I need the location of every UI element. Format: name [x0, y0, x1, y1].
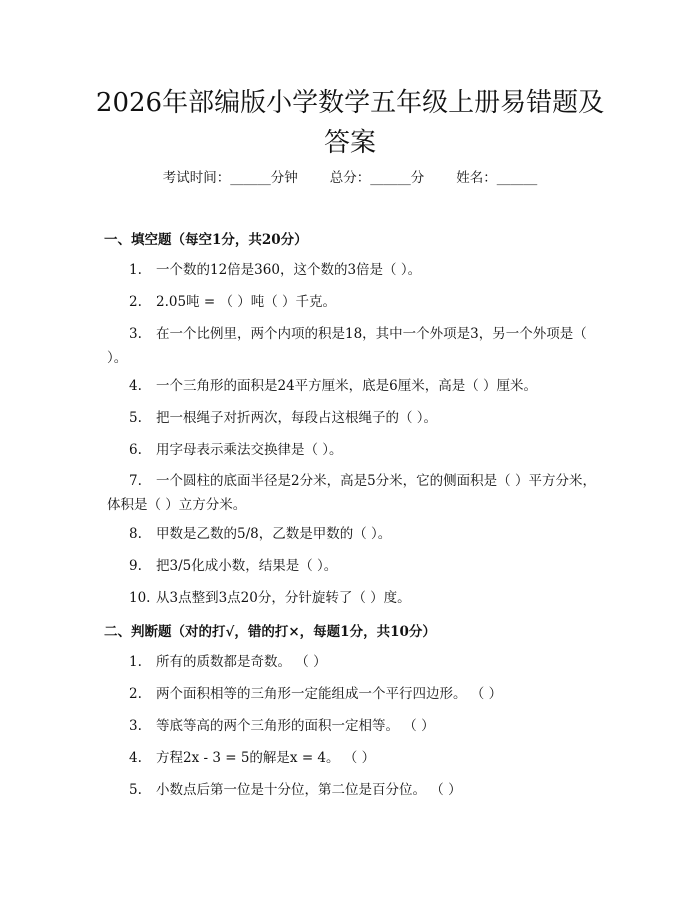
question-number: 7.	[129, 473, 142, 489]
question-item	[107, 682, 597, 706]
student-name: 姓名：______	[456, 170, 538, 186]
question-number: 2.	[129, 294, 142, 310]
question-number: 1.	[129, 262, 142, 278]
question-item	[107, 290, 597, 314]
question-number: 4.	[129, 750, 142, 766]
document-title: 2026年部编版小学数学五年级上册易错题及答案	[95, 88, 605, 158]
section-heading-true-false: 二、判断题（对的打√，错的打×，每题1分，共10分）	[104, 624, 436, 640]
question-text: 在一个比例里，两个内项的积是18，其中一个外项是3，另一个外项是（ ）。	[107, 326, 587, 366]
question-item	[107, 586, 597, 610]
question-text: 甲数是乙数的5/8，乙数是甲数的（ ）。	[156, 526, 392, 542]
question-number: 5.	[129, 410, 142, 426]
question-number: 5.	[129, 782, 142, 798]
exam-meta	[0, 168, 700, 188]
question-text: 等底等高的两个三角形的面积一定相等。 （ ）	[156, 718, 435, 734]
question-text: 从3点整到3点20分，分针旋转了（ ）度。	[156, 590, 411, 606]
question-item	[107, 469, 597, 517]
question-number: 4.	[129, 378, 142, 394]
question-text: 一个三角形的面积是24平方厘米，底是6厘米，高是（ ）厘米。	[156, 378, 538, 394]
question-text: 把一根绳子对折两次，每段占这根绳子的（ ）。	[156, 410, 438, 426]
exam-time: 考试时间：______分钟	[162, 170, 298, 186]
question-text: 两个面积相等的三角形一定能组成一个平行四边形。 （ ）	[156, 686, 503, 702]
question-text: 一个圆柱的底面半径是2分米，高是5分米，它的侧面积是（ ）平方分米，体积是（ ）立方分米。	[107, 473, 596, 513]
question-number: 8.	[129, 526, 142, 542]
exam-total-score: 总分：______分	[329, 170, 425, 186]
question-item	[107, 322, 597, 370]
question-item	[107, 778, 597, 802]
question-number: 1.	[129, 654, 142, 670]
question-item	[107, 714, 597, 738]
question-item	[107, 746, 597, 770]
question-item	[107, 650, 597, 674]
question-text: 方程2x - 3 = 5的解是x = 4。 （ ）	[156, 750, 376, 766]
question-text: 所有的质数都是奇数。 （ ）	[156, 654, 327, 670]
question-item	[107, 438, 597, 462]
question-number: 3.	[129, 326, 142, 342]
question-text: 把3/5化成小数，结果是（ ）。	[156, 558, 338, 574]
question-number: 3.	[129, 718, 142, 734]
question-item	[107, 258, 597, 282]
question-number: 6.	[129, 442, 142, 458]
question-number: 9.	[129, 558, 142, 574]
question-item	[107, 406, 597, 430]
question-text: 用字母表示乘法交换律是（ ）。	[156, 442, 343, 458]
question-text: 一个数的12倍是360，这个数的3倍是（ ）。	[156, 262, 422, 278]
question-number: 10.	[129, 590, 151, 606]
question-item	[107, 554, 597, 578]
question-text: 2.05吨 = （ ）吨（ ）千克。	[156, 294, 337, 310]
question-item	[107, 522, 597, 546]
question-text: 小数点后第一位是十分位，第二位是百分位。 （ ）	[156, 782, 462, 798]
section-heading-fill-blank: 一、填空题（每空1分，共20分）	[104, 232, 308, 248]
question-number: 2.	[129, 686, 142, 702]
question-item	[107, 374, 597, 398]
